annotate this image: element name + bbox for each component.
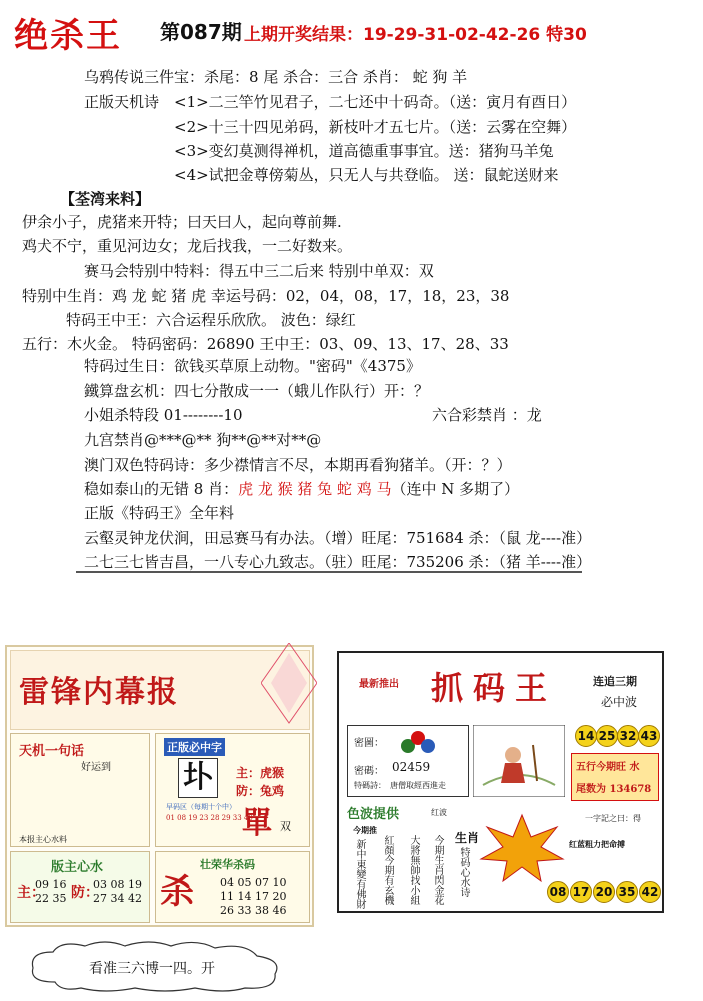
zm-circle-number: 25 (596, 725, 618, 747)
poster-leifeng-header (10, 650, 310, 730)
line-section-header: 【荃湾来料】 (60, 190, 151, 208)
line-kill-range: 小姐杀特段 01--------10 (84, 406, 243, 424)
zm-corner2: 必中波 (601, 695, 638, 709)
box4-row3: 26 33 38 46 (220, 904, 287, 917)
line-horse-club: 赛马会特别中特料：得五中三二后来 特别中单双：双 (84, 262, 434, 280)
box1-sub: 好运到 (81, 762, 111, 773)
zm-one-char: 一字記之曰：得 (585, 814, 641, 823)
line-tail-1: 云壑灵钟龙伏涧，田忌赛马有办法。（增）旺尾：751684 杀：（鼠 龙----准） (84, 529, 592, 547)
line-banned-zodiac: 六合彩禁肖 ：龙 (432, 406, 542, 424)
zm-code-box (347, 725, 469, 797)
box2-title: 正版必中字 (164, 738, 225, 756)
line-poem-2: <2>十三十四见弟码，新枝叶才五七片。（送：云雾在空舞） (174, 118, 577, 136)
zm-code-num-label: 密碼： (354, 766, 384, 777)
zm-special-text: 唐僧取經西進走 (390, 781, 446, 790)
zm-circle-number: 43 (638, 725, 660, 747)
zm-code-num: 02459 (392, 760, 431, 774)
line-poem-3: <3>变幻莫测得禅机，道高德重事事宜。送：猪狗马羊兔 (174, 142, 554, 160)
zm-today: 今期推 (353, 825, 377, 835)
zm-special-label: 特碼詩： (354, 781, 386, 790)
zm-title: 抓码王 (431, 669, 558, 707)
zm-bottom-number: 17 (570, 881, 592, 903)
zm-col4: 今期生肖閃金花 (432, 835, 443, 905)
zm-col2: 紅顏今期有玄機 (382, 835, 393, 905)
ribbon-icon (261, 643, 317, 733)
zm-bottom-number: 08 (547, 881, 569, 903)
zm-poem-col: 特码心水诗 (458, 847, 469, 897)
zm-bottom-number: 35 (616, 881, 638, 903)
eight-zodiac-note: （连中 N 多期了） (391, 480, 520, 498)
box3-nums4: 27 34 42 (93, 892, 142, 905)
box4-row2: 11 14 17 20 (220, 890, 287, 903)
result-label: 上期开奖结果： (244, 25, 363, 45)
box2-char: 圤 (178, 758, 218, 798)
poster-box-editor-pick (10, 851, 150, 923)
result-numbers: 19-29-31-02-42-26 (363, 25, 541, 45)
line-five-elements: 五行：木火金。 特码密码：26890 王中王：03、09、13、17、28、33 (22, 335, 509, 353)
line-birthday: 特码过生日：欲钱买草原上动物。"密码"《4375》 (84, 357, 421, 375)
box4-char: 杀 (160, 872, 194, 912)
monk-illustration-icon (473, 725, 565, 797)
poster-leifeng (5, 645, 314, 927)
box3-main: 主： (17, 885, 45, 901)
line-tail-2: 二七三七皆吉昌，一八专心九致志。（驻）旺尾：735206 杀：（猪 羊----准） (84, 553, 592, 571)
poster-box-must-char (155, 733, 310, 847)
zm-wuxing: 五行今期旺 水 (576, 762, 640, 773)
box2-nums: 01 08 19 23 28 29 33 40 (166, 814, 253, 822)
zm-board-side: 红波 (431, 808, 447, 817)
poster-box-kill-code (155, 851, 310, 923)
zm-tag: 最新推出 (359, 679, 399, 690)
box2-area: 早码区（每期十个中） (166, 803, 236, 811)
line-eight-zodiac (84, 479, 519, 499)
line-verse-1: 伊余小子，虎猪来开特；曰天曰人，起向尊前舞. (22, 213, 342, 231)
zm-rhyme: 红蓝粗力把命搏 (569, 839, 625, 849)
zm-wuxing-box (571, 753, 659, 801)
zm-bottom-number: 20 (593, 881, 615, 903)
box4-row1: 04 05 07 10 (220, 876, 287, 889)
box3-nums3: 03 08 19 (93, 878, 142, 891)
zm-corner1: 连追三期 (593, 675, 637, 688)
poster-zhuama (337, 651, 664, 913)
zm-col3: 大將無帥找小組 (408, 835, 419, 905)
line-nine-palace: 九宫禁肖@***@** 狗**@**对**@ (84, 431, 322, 449)
box2-main: 主：虎猴 (236, 766, 285, 780)
line-abacus: 鐵算盘玄机：四七分散成一一（蛾儿作队行）开：？ (84, 382, 430, 400)
zm-col1: 新中東變有佛財 (354, 839, 365, 909)
box3-foot: 本报主心水料 (19, 835, 67, 844)
zm-tail: 尾数为 134678 (576, 784, 652, 795)
line-annual: 正版《特码王》全年料 (84, 504, 235, 522)
poster-box-heaven-word (10, 733, 150, 847)
line-king-of-kings: 特码王中王：六合运程乐欣欣。 波色：绿红 (66, 311, 356, 329)
burst-icon (479, 813, 565, 883)
zm-bottom-number: 42 (639, 881, 661, 903)
zm-circle-number: 32 (617, 725, 639, 747)
eight-zodiac-list: 虎 龙 猴 猪 兔 蛇 鸡 马 (238, 480, 392, 498)
line-poem-1: <1>二三竿竹见君子，二七还中十码奇。（送：寅月有酉日） (174, 93, 577, 111)
divider (76, 571, 582, 573)
box4-title: 壮荣华杀码 (200, 858, 255, 871)
cloud-note (25, 938, 285, 994)
zm-circle-number: 14 (575, 725, 597, 747)
line-crow-treasures: 乌鸦传说三件宝：杀尾：8 尾 杀合：三合 杀肖： 蛇 狗 羊 (84, 68, 468, 86)
line-poem-4: <4>试把金尊傍菊丛，只无人与共登临。 送：鼠蛇送财来 (174, 166, 559, 184)
issue-number: 第087期 (160, 20, 242, 44)
box3-nums1: 09 16 (35, 878, 67, 891)
eight-zodiac-label: 稳如泰山的无错 8 肖： (84, 480, 239, 498)
brand-title: 绝杀王 (14, 16, 122, 56)
cloud-text: 看准三六博一四。开 (89, 961, 215, 977)
box3-nums2: 22 35 (35, 892, 67, 905)
last-result (244, 20, 587, 45)
box2-guard: 防：兔鸡 (236, 784, 285, 798)
zm-shengxiao: 生肖 (455, 831, 480, 845)
box1-title: 天机一句话 (19, 744, 85, 759)
box2-big: 單 (242, 806, 272, 841)
line-verse-2: 鸡犬不宁，重见河边女；龙后找我，一二好数来。 (22, 237, 353, 255)
line-poem-label: 正版天机诗 (84, 93, 160, 111)
zm-code-label: 密圖： (354, 738, 384, 749)
zm-board-title: 色波提供 (347, 807, 400, 822)
result-special: 特30 (546, 25, 587, 45)
poster-leifeng-title: 雷锋内幕报 (19, 675, 179, 710)
box3-guard: 防： (71, 885, 99, 901)
line-macau-poem: 澳门双色特码诗：多少襟情言不尽，本期再看狗猪羊。（开：？） (84, 456, 512, 474)
box3-title: 版主心水 (51, 860, 104, 875)
line-special-zodiac: 特别中生肖：鸡 龙 蛇 猪 虎 幸运号码：02，04，08，17，18，23，38 (22, 287, 510, 305)
box2-side: 双 (280, 820, 291, 833)
colored-balls-icon (398, 728, 438, 758)
